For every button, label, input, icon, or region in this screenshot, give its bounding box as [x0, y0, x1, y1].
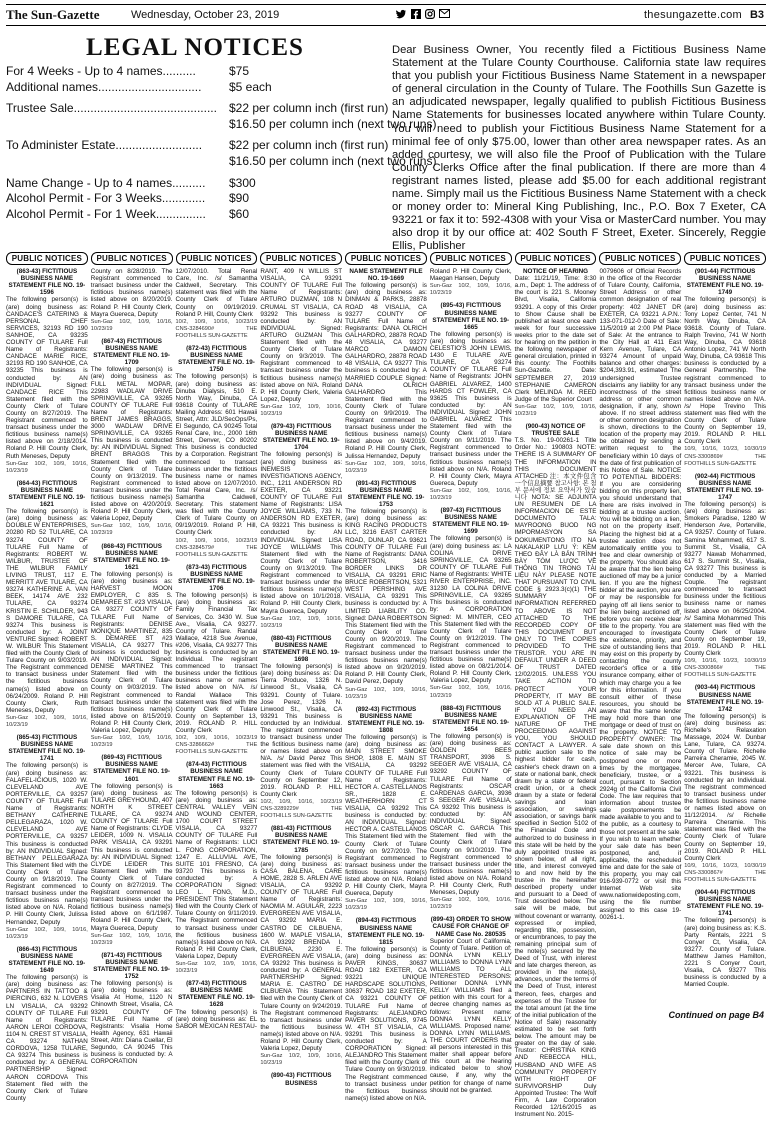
rate-label: Trustee Sale........................................... — [6, 101, 217, 116]
rate-label: Additional names............................... — [6, 79, 202, 94]
notice — [599, 268, 681, 921]
social-icons — [396, 9, 450, 22]
notice-footer: Sun-Gaz 10/2, 10/9, 10/16, 10/23/19 — [6, 714, 88, 728]
rate-label: For 4 Weeks - Up to 4 names.......... — [6, 64, 196, 78]
rate-label — [6, 117, 229, 133]
notice-body: The following person(s) is (are) doing business as: PAVER KINGS, 30637 ROAD 182 EXETER, CA 93221 UNIQUE HARDSCAPE SOLUTIONS, 30637 ROAD 182 EXETER, CA 93221 COUNTY OF TULARE Full Name of Registrants: ALEJANDRO PAVER SOLUTIONS, 9745 W. 4TH ST VISALIA, CA 93291 This business is conducted by: A CORPORATION Signed: ALEJANDRO This Statement filed with the County Clerk of Tulare County on 9/30/2019. The Registrant commenced to transact business under the fictitious business name(s) listed above on N/A. — [345, 945, 427, 1102]
notice-heading: (903-44) FICTITIOUS BUSINESS NAME STATEMENT FILE NO. 19-1742 — [686, 684, 764, 713]
notice-heading: (865-43) FICTITIOUS BUSINESS NAME STATEMENT FILE NO. 19-1741 — [8, 734, 86, 763]
notice-heading: (892-43) FICTITIOUS BUSINESS NAME STATEMENT FILE NO. 19-1808 — [347, 705, 425, 734]
notice — [430, 916, 512, 1093]
notice — [91, 754, 173, 947]
notice-footer: Sun-Gaz 10/2, 10/9, 10/16, 10/23/19 — [514, 403, 597, 417]
facebook-icon — [411, 9, 421, 22]
notice — [260, 1072, 342, 1086]
notice-heading: (891-43) FICTITIOUS BUSINESS NAME STATEMENT FILE NO. 19-1753 — [347, 479, 425, 509]
notice-footer: 10/2, 10/9, 10/16, 10/23/19 CNS-3284690# THE FOOTHILLS SUN-GAZETTE — [175, 318, 258, 339]
notice — [260, 268, 342, 418]
notice-column — [515, 252, 597, 1123]
notice-body: Superior Court of California, County of Tulare. Petition of: DONNA LYNN KELLY WILLIAMS to DONNA LYNN WILLIAMS TO ALL INTERESTED PERSONS: Petitioner DONNA LYNN KELLY WILLIAMS filed a petition with this court for a decree changing names as follows: Present name: DONNA LYNN KELLY WILLIAMS. Proposed name: DONNA LYNN WILLIAMS. THE COURT ORDERS that all persons interested in this matter shall appear before this court at the hearing indicated below to show cause, if any, why the petition for change of name should not be granted. — [429, 937, 512, 1094]
rate-list — [6, 64, 437, 222]
notice — [684, 889, 766, 988]
rate-value: $22 per column inch (first run) — [229, 101, 389, 116]
notice — [684, 268, 766, 468]
notice-heading: (863-43) FICTITIOUS BUSINESS NAME STATEMENT FILE NO. 19-1596 — [8, 268, 86, 297]
notice — [6, 268, 88, 475]
notice — [260, 825, 342, 1067]
section-title: LEGAL NOTICES — [86, 34, 304, 61]
notice-body: The following person(s) is (are) doing business as: LA COLINA DRIVE SPRINGVILLE, CA 93265 COUNTY OF TULARE Full Name of Registrants: WHITE RIVER ENTERPRISE, INC. 31230 LA COLINA DRIVE SPRINGVILLE, CA 93265 This business is conducted by: A CORPORATION Signed: M. MINTER, CEO This Statement filed with the County Clerk of Tulare County on 9/12/2019. The Registrant commenced to transact business under the fictitious business name(s) listed above on 08/21/2014. Roland P. Hill County Clerk, Valeria Lopez, Deputy — [429, 535, 512, 685]
notice-body: The following person(s) is (are) doing business as: CELESTIO'S JOHN LEWIS, 1430 E TULARE AVE TULARE, CA 93274 COUNTY OF TULARE Full Name of Registrants: JOHN GABRIEL ALVAREZ, 1400 HARDS CT FOWLER, CA 93625 This business is conducted by: AN INDIVIDUAL Signed: JOHN GABRIEL ALVAREZ This Statement filed with the County Clerk of Tulare County on 9/11/2019. The Registrant commenced to transact business under the fictitious business name(s) listed above on N/A. Roland P. Hill County Clerk, Mayra Guereca, Deputy — [429, 330, 512, 487]
notice — [176, 345, 258, 559]
notice-heading: (872-43) FICTITIOUS BUSINESS NAME STATEMENT FILE NO. 19-1750 — [178, 345, 255, 374]
notice-footer: Sun-Gaz 10/2, 10/9, 10/16, 10/23/19 — [345, 460, 427, 474]
legal-notice-rates — [6, 34, 437, 222]
notice — [176, 268, 258, 340]
notice-column — [430, 252, 512, 1123]
notice-footer: Sun-Gaz 10/2, 10/9, 10/16, 10/23/19 — [429, 685, 512, 699]
notice-body: The following person(s) is (are) doing business as: CANDACE'S CATERING & PERSONAL CHEF SERVICES, 32193 RD 190 SANHOE, CA 93235 COUNTY OF TULARE Full Name of Registrants: CANDACE MARIE RICE, 32193 RD 190 SANHOE, CA 93235 This business is conducted by: AN INDIVIDUAL Signed: CANDACE RICE This Statement filed with the County Clerk of Tulare County on 8/27/2019. The Registrant commenced to transact business under the fictitious business name(s) listed above on 2/18/2014. Roland P. Hill County Clerk, Ruth Meneses, Deputy — [6, 296, 88, 460]
notice — [684, 684, 766, 884]
rate-row — [6, 191, 384, 207]
notice-heading: (869-43) FICTITIOUS BUSINESS NAME STATEMENT FILE NO. 19-1601 — [93, 754, 171, 783]
notice — [260, 635, 342, 820]
notice — [176, 980, 258, 1030]
notice-footer: Sun-Gaz 10/2, 10/9, 10/16, 10/23/19 — [345, 686, 427, 700]
notice-heading: (902-44) FICTITIOUS BUSINESS NAME STATEMENT FILE NO. 19-1747 — [686, 472, 764, 501]
notice-body: The following person(s) is (are) doing business as: EL SABOR MEXICAN RESTAU- — [175, 1008, 258, 1030]
notice-heading: (864-43) FICTITIOUS BUSINESS NAME STATEMENT FILE NO. 19-1621 — [8, 479, 86, 509]
notice-body: The following person(s) is (are) doing business as: Tony Lopez Center, 741 N North Way, Dinuba, CA 93618. County of Tulare. Ralph Trevino, 741 W North Way, Dinuba, CA 93618 Antonio Lopez, 741 W North Way, Dinuba, CA 93618 This business is conducted by a General Partnership. The registrant commenced to transact business under the fictitious business name or names listed above on N/A. /s/ Hope Trevino This statement was filed with the County Clerk of Tulare County on September 19, 2019. ROLAND P. HILL County Clerk — [684, 296, 766, 446]
notice-column — [260, 252, 342, 1123]
rate-label: To Administer Estate.......................... — [6, 138, 203, 153]
notice-body: Date: 11/21/19, Time: 8:30 a.m., Dept: 1. The address of the court is 221 S. Mooney Blvd, Visalia, California 93291. A copy of this Order to Show Cause shall be published at least once each week for four successive weeks prior to the date set for hearing on the petition in the following newspaper of general circulation, printed in this county: The Foothills Sun-Gazette. Date: SEPTEMBER 27, 2019 STEPHANIE CAMERON Clerk MELINDA M. REED Judge of the Superior Court — [514, 275, 597, 403]
notice-body: The following person(s) is (are) doing business as: KING RACING PRODUCTS LLC, 3216 EAST CARTER ROAD, DUNLAP, CA 93621 COUNTY OF TULARE Full Name of Registrants: DANA ROBERTSON, 3416 BORDER LINKS DR VISALIA, CA 93291 ERIC BRUCE ROBERTSON, 5321 WEST PERSHING AVE VISALIA, CA 93291 This business is conducted by: A LIMITED LIABILITY CO. Signed: DANA ROBERTSON This Statement filed with the County Clerk of Tulare County on 9/20/2019. The Registrant commenced to transact business under the fictitious business name(s) listed above on 9/20/2019. Roland P. Hill County Clerk, David Perez, Deputy — [345, 508, 427, 686]
notice-footer: Sun-Gaz 10/2, 10/9, 10/16, 10/23/19 — [90, 318, 173, 332]
notice-heading: (900-43) NOTICE OF TRUSTEE SALE — [525, 423, 586, 438]
notice-body: County on 8/28/2019. The Registrant commenced to transact business under the fictitious business name(s) listed above on 8/20/2019. Roland P. Hill County Clerk, Mayra Guereca, Deputy — [90, 268, 173, 318]
notice-heading: NAME STATEMENT FILE NO. 19-1669 — [349, 268, 423, 283]
public-notices-header: PUBLIC NOTICES — [599, 252, 681, 265]
notice-heading: (899-43) ORDER TO SHOW CAUSE FOR CHANGE OF NAME Case No. 280535 — [430, 916, 511, 938]
notice-footer: Sun-Gaz 10/2, 10/9, 10/16, 10/23/19 — [260, 403, 343, 417]
rate-label: Name Change - Up to 4 names.......... — [6, 175, 206, 190]
notice-footer: Sun-Gaz 10/2, 10/9, 10/16, 10/23/19 — [429, 283, 512, 297]
notice — [91, 952, 173, 1066]
notice-body: The following person(s) is (are) doing business as: FULL METAL MOPAR, 22983 WADLAW DRIVE SPRINGVILLE, CA 93265 COUNTY OF TULARE Full Name of Registrants: BRENT JAMES BRAGGS, 3000 WADLAW DRIVE SPRINGVILLE, CA 93265 This business is conducted by: AN INDIVIDUAL Signed: BRENT BRAGGS This Statement filed with the County Clerk of Tulare County on 9/13/2019. The Registrant commenced to transact business under the fictitious business name(s) listed above on 4/20/2019. Roland P. Hill County Clerk, Valeria Lopez, Deputy — [90, 366, 173, 523]
rate-value: $75 — [229, 64, 250, 78]
notice-heading: (874-43) FICTITIOUS BUSINESS NAME STATEMENT FILE NO. 19-1663 — [178, 761, 255, 790]
notice-footer: Sun-Gaz 10/2, 10/9, 10/16, 10/23/19 — [90, 735, 173, 749]
notice — [91, 543, 173, 750]
public-notices-header: PUBLIC NOTICES — [6, 252, 88, 265]
public-notices-header: PUBLIC NOTICES — [176, 252, 258, 265]
notice — [430, 705, 512, 912]
notice — [345, 706, 427, 913]
notice-heading: (866-43) FICTITIOUS BUSINESS NAME STATEMENT FILE NO. 19-1649 — [8, 945, 86, 975]
notice-footer: 10/2, 10/9, 10/16, 10/23/19 CNS-3289229# THE FOOTHILLS SUN-GAZETTE — [260, 798, 343, 820]
public-notices-header: PUBLIC NOTICES — [260, 252, 342, 265]
notice-footer: Sun-Gaz 10/2, 10/9, 10/16, 10/23/19 — [429, 487, 512, 501]
notice-heading: (877-43) FICTITIOUS BUSINESS NAME STATEMENT FILE NO. 19-1628 — [178, 980, 255, 1009]
notice-body: The following person(s) is (are) doing business as: Richelle's Relaxation Massage, 2024 W. Dunbar Lane, Tulare, CA 93274. County of Tulare. Richelle Parreira Cheramie, 2045 W. Mercer Ave, Tulare, CA 93221. This business is conducted by an Individual. The registrant commenced to transact business under the fictitious business name or names listed above on 11/12/2014. /s/ Richelle Parreira Cheramie. This statement was filed with the County Clerk of Tulare County on September 19, 2019. ROLAND P. HILL County Clerk — [684, 712, 766, 862]
notice-body: RANT, 409 N WILLIS ST VISALIA, CA 93291 COUNTY OF TULARE Full Name of Registrants: ARTURO DUZMAN, 108 N CRUMAL ST VISALIA, CA 93292 This business is conducted by: AN INDIVIDUAL Signed: ARTURO GUZMAN This Statement filed with the County Clerk of Tulare County on 9/3/2019. The Registrant commenced to transact business under the fictitious business name(s) listed above on N/A. Roland P. Hill County Clerk, Valeria Lopez, Deputy — [260, 268, 343, 403]
rate-row — [6, 138, 389, 154]
notice — [345, 268, 427, 475]
rate-row — [6, 116, 437, 133]
page-number: B3 — [749, 9, 764, 21]
notice-heading: (904-44) FICTITIOUS BUSINESS NAME STATEMENT FILE NO. 19-1741 — [686, 889, 764, 918]
rate-row — [6, 207, 384, 223]
notice-body: Roland P. Hill County Clerk, Maegan Hansen, Deputy — [429, 268, 512, 283]
notice-body: The following person(s) is (are) doing business as: Family Financial Tax Services, Co. 3430 W. Sue Ave., Visalia, CA 93277. County of Tulare. Randal Wallace, 4218 Sue Avenue, #206, Visalia, CA 93277 This business is conducted by an Individual. The registrant commenced to transact business under the fictitious business name or names listed above on N/A. /s/ Randal Wallace This statement was filed with the County Clerk of Tulare County on September 13, 2019. ROLAND P. HILL County Clerk — [175, 592, 258, 734]
rate-label: Alcohol Permit - For 1 Week............... — [6, 206, 206, 221]
notice-body: The following person(s) is (are) doing business as: DOUBLE W ENTERPRISES, 20280 RD 52 TULARE, CA 93274 COUNTY OF TULARE Full Name of Registrants: ROBERT W. WILBUR, TRUSTEE OF THE WILBUR FAMILY LIVING TRUST, 117 E. MERRITT AVE TULARE, CA 93274 KATHERINE A. VAN BEEK, 14174 AVE 232 TULARE, CA 93274 KRISTIN E. SCHILDER, 943 S DAMORE TULARE, CA 93274 This business is conducted by: A JOINT VENTURE Signed: ROBERT W. WILBUR This Statement filed with the County Clerk of Tulare County on 9/03/2019. The Registrant commenced to transact business under the fictitious business name(s) listed above on 06/24/2009. Roland P. Hill County Clerk, Ruth Meneses, Deputy — [6, 508, 88, 714]
notice — [345, 480, 427, 701]
notice-column — [345, 252, 427, 1123]
public-notices-header: PUBLIC NOTICES — [91, 252, 173, 265]
notice-heading: (897-43) FICTITIOUS BUSINESS NAME STATEMENT FILE NO. 19-1699 — [432, 507, 510, 536]
notice-heading: (901-44) FICTITIOUS BUSINESS NAME STATEMENT FILE NO. 19-1749 — [686, 268, 764, 297]
newspaper-name: The Sun-Gazette — [6, 7, 100, 22]
notice-heading: (895-43) FICTITIOUS BUSINESS NAME STATEMENT FILE NO. 19-1665 — [432, 302, 510, 331]
continued-note: Continued on page B4 — [668, 1010, 764, 1020]
notice-body: The following person(s) is (are) doing business as: TULARE GREYHOUND, 407 NORTH K STREET TULARE, CA 93274 COUNTY OF TULARE Full Name of Registrants: CLYDE LEIDER, 1009 N. VISALIA PARK VISALIA, CA 93291 This business is conducted by: AN INDIVIDUAL Signed: CLYDE LEIDER This Statement filed with the County Clerk of Tulare County on 8/27/2019. The Registrant commenced to transact business under the fictitious business name(s) listed above on 6/1/1987. Roland P. Hill County Clerk, Mayra Guereca, Deputy — [90, 782, 173, 932]
notice-body: The following person(s) is (are) doing business as: FALAFEL-ICIOUS, 1020 W. CLEVELAND AVE PORTERVILLE, CA 93257 COUNTY OF TULARE Full Name of Registrants: BETHANY CATHERINE PELLEGARAZA, 1020 W. CLEVELAND AVE PORTERVILLE, CA 93257 This business is conducted by: AN INDIVIDUAL Signed: BETHANY PELLEGARAZA This Statement filed with the County Clerk of Tulare County on 9/18/2019. The Registrant commenced to transact business under the fictitious business name(s) listed above on N/A. Roland P. Hill County Clerk, Julissa Hernandez, Deputy — [6, 762, 88, 926]
notice-footer: 10/9, 10/16, 10/23, 10/30/19 CNS-3300867# THE FOOTHILLS SUN-GAZETTE — [684, 862, 766, 883]
rate-row — [6, 101, 389, 117]
instagram-icon — [425, 9, 435, 22]
notice-heading: (873-43) FICTITIOUS BUSINESS NAME STATEMENT FILE NO. 19-1706 — [178, 563, 255, 593]
rate-label: Alcohol Permit - For 3 Weeks............. — [6, 191, 206, 206]
notice — [91, 268, 173, 333]
notice-footer: Sun-Gaz 10/2, 10/9, 10/16, 10/23/19 — [90, 932, 173, 946]
notice — [260, 423, 342, 630]
notice-heading: (881-43) FICTITIOUS BUSINESS NAME STATEMENT FILE NO. 19-1785 — [262, 825, 340, 854]
public-notices-header: PUBLIC NOTICES — [515, 252, 597, 265]
notice — [345, 917, 427, 1101]
notice-column — [599, 252, 681, 1123]
notice-body: The following person(s) is (are) doing business as: INEMESIS INVESTIGATIONS AGENCY, INC., 1211 ANDERSON RD EXETER, CA 93221 COUNTY OF TULARE Full Name of Registrants: LISA JOYCE WILLIAMS, 733 N. ANDERSON RD EXETER, CA 93221 This business is conducted by: AN INDIVIDUAL Signed: LISA JOYCE WILLIAMS This Statement filed with the County Clerk of Tulare County on 9/13/2019. The Registrant commenced to transact business under the fictitious business name(s) listed above on 10/1/2018. Roland P. Hill County Clerk, Mayra Guereca, Deputy — [260, 451, 343, 615]
masthead — [6, 4, 766, 26]
notice-body: T.S. No. 19-00261-1 Title Order No.: 190803 NOTE: THERE IS A SUMMARY OF THE INFORMATION IN THIS DOCUMENT ATTACHED 注：本文件包含一个信息摘要 참고사항: 본 첨부 문서에 정보 요약서가 있습니다 NOTA: SE ADJUNTA UN RESUMEN DE LA INFORMACION DE ESTE DOCUMENTO TALA: MAYROONG BUOD NG IMPORMASYON SA DOKUMENTONG ITO NA NAKALAKIP LƯU Ý: KÈM THEO ĐÂY LÀ BẢN TRÌNH BÀY TÓM LƯỢC VỀ THÔNG TIN TRONG TÀI LIỆU NÀY PLEASE NOTE THAT PURSUANT TO CIVIL CODE § 2923.3(c)(1) THE SUMMARY OF INFORMATION REFERRED TO ABOVE IS NOT ATTACHED TO THE RECORDED COPY OF THIS DOCUMENT BUT ONLY TO THE COPIES PROVIDED TO THE TRUSTOR. YOU ARE IN DEFAULT UNDER A DEED OF TRUST DATED 12/02/2015. UNLESS YOU TAKE ACTION TO PROTECT YOUR PROPERTY, IT MAY BE SOLD AT A PUBLIC SALE. IF YOU NEED AN EXPLANATION OF THE NATURE OF THE PROCEEDING AGAINST YOU, YOU SHOULD CONTACT A LAWYER. A public auction sale to the highest bidder for cash, cashier's check drawn on a state or national bank, check drawn by a state or federal credit union, or a check drawn by a state or federal savings and loan association, or savings association, or savings bank specified in Section 5102 of the Financial Code and authorized to do business in this state will be held by the duly appointed trustee as shown below, of all right, title, and interest conveyed to and now held by the trustee in the hereinafter described property under and pursuant to a Deed of Trust described below. The sale will be made, but without covenant or warranty, expressed or implied, regarding title, possession, or encumbrances, to pay the remaining principal sum of the note(s) secured by the Deed of Trust, with interest and late charges thereon, as provided in the note(s), advances, under the terms of the Deed of Trust, interest thereon, fees, charges and expenses of the Trustee for the total amount (at the time of the initial publication of the Notice of Sale) reasonably estimated to be set forth below. The amount may be greater on the day of sale. Trustor: CHRISTINA KING AND REBECCA HILL, HUSBAND AND WIFE AS COMMUNITY PROPERTY WITH RIGHT OF SURVIVORSHIP Duly Appointed Trustee: The Wolf Firm, A Law Corporation Recorded 12/16/2015 as Instrument No. 2015- — [514, 437, 597, 1119]
notice-body: The following person(s) is (are) doing business as: Visalia At Home, 1120 N Chinowth Street, Visalia, CA 93291 COUNTY OF TULARE Full Name of Registrants: Visalia Home Health Agency, 631 Hawaii Street, Attn: Diana Cuellar, El Segundo, CA 90245 This business is conducted by: A CORPORATION — [90, 980, 173, 1066]
notice-body: The following person(s) is (are) doing business as: Da Tierra Produce, 1326 N. Linwood St., Visalia, CA 93291. County of Tulare. Jose Perez, 1326 N. Linwood St., Visalia, CA 93291 This business is conducted by an Individual. The registrant commenced to transact business under the fictitious business name or names listed above on N/A. /s/ David Perez This statement was filed with the County Clerk of Tulare County on September 12, 2019. ROLAND P. HILL County Clerk — [260, 663, 343, 798]
notice-footer: Sun-Gaz 10/2, 10/9, 10/16, 10/23/19 — [90, 523, 173, 537]
notice-body: The following person(s) is (are) doing business as: Smokers Paradise, 1280 W Henderson Ave, Porterville, CA 93257. County of Tulare. Samina Mohammed, 617 S. Summit St., Visalia, CA 93277 Nawab Mohammed, 617 S. Summit St., Visalia, CA 93277 This business is conducted by a Married Couple. The registrant commenced to transact business under the fictitious business name or names listed above on 06/25/2004. /s/ Samina Mohammed This statement was filed with the County Clerk of Tulare County on September 19, 2019. ROLAND P. HILL County Clerk — [684, 501, 766, 658]
notice-heading: (867-43) FICTITIOUS BUSINESS NAME STATEMENT FILE NO. 19-1709 — [93, 337, 171, 367]
notice — [6, 734, 88, 941]
notice — [430, 507, 512, 700]
public-notices-header: PUBLIC NOTICES — [684, 252, 766, 265]
public-notices-header: PUBLIC NOTICES — [345, 252, 427, 265]
notice-heading: NOTICE OF HEARING — [523, 268, 589, 276]
notice-footer: Sun-Gaz 10/2, 10/9, 10/16, 10/23/19 — [6, 460, 88, 474]
public-notices-header: PUBLIC NOTICES — [430, 252, 512, 265]
notice-heading: (871-43) FICTITIOUS BUSINESS NAME STATEMENT FILE NO. 19-1752 — [93, 951, 171, 981]
notice-body: 12/07/2010. Total Renal Care, Inc. /s/ Samantha Caldwell, Secretary. This statement was filed with the County Clerk of Tulare County on 09/19/2019. Roland P. Hill, County Clerk — [175, 268, 258, 318]
notice — [91, 338, 173, 538]
notice-body: 0079606 of Official Records in the office of the Recorder of Tulare County, California, Street Address or other common designation of real property: 402 JANET DR EXETER, CA 93221 A.P.N.: 133-071-012-0 Date of Sale: 11/5/2019 at 2:00 PM Place of Sale: At the entrance to the City Hall at 411 East Kern Avenue, Tulare, CA 93274 Amount of unpaid balance and other charges: $204,393.91, estimated The undersigned Trustee disclaims any liability for any incorrectness of the street address or other common designation, if any, shown above. If no street address or other common designation is shown, directions to the location of the property may be obtained by sending a written request to the beneficiary within 10 days of the date of first publication of this Notice of Sale. NOTICE TO POTENTIAL BIDDERS: If you are considering bidding on this property lien, you should understand that there are risks involved in bidding at a trustee auction. You will be bidding on a lien, not on the property itself. Placing the highest bid at a trustee auction does not automatically entitle you to free and clear ownership of the property. You should also be aware that the lien being auctioned off may be a junior lien. If you are the highest bidder at the auction, you are or may be responsible for paying off all liens senior to the lien being auctioned off, before you can receive clear title to the property. You are encouraged to investigate the existence, priority, and size of outstanding liens that may exist on this property by contacting the county recorder's office or a title insurance company, either of which may charge you a fee for this information. If you consult either of these resources, you should be aware that the same lender may hold more than one mortgage or deed of trust on the property. NOTICE TO PROPERTY OWNER: The sale date shown on this notice of sale may be postponed one or more times by the mortgagee, beneficiary, trustee, or a court, pursuant to Section 2924g of the California Civil Code. The law requires that information about trustee sale postponements be made available to you and to the public, as a courtesy to those not present at the sale. If you wish to learn whether your sale date has been postponed, and, if applicable, the rescheduled time and date for the sale of this property, you may call 916-939-0772 or visit this Internet Web site www.nationwideposting.com, using the file number assigned to this case 19-00261-1. — [599, 268, 682, 921]
notice — [176, 761, 258, 975]
rate-value: $16.50 per column inch (next two runs) — [229, 153, 437, 168]
notice-column — [684, 252, 766, 1123]
notice — [6, 946, 88, 1102]
rate-value: $60 — [229, 206, 250, 221]
notice-footer: Sun-Gaz 10/2, 10/9, 10/16, 10/23/19 — [6, 926, 88, 940]
notice-column — [6, 252, 88, 1123]
notice-body: The following person(s) is (are) doing business as: CASA BALENA, CARE HOME, 2828 S. ARLEN AVE VISALIA, CA 93292 COUNTY OF TULARE Full Name of Registrants: NAOMIA M. AGUILAR, 2223 EVERGREEN AVE VISALIA, CA 93292 MARIA E. CASTRO DE CILBUENA, 1600 W. MAPLE VISALIA, CA 93292 BRENDA I. CILBUENA, 2230 E. EVERGREEN AVE VISALIA, CA 93292 This business is conducted by: A GENERAL PARTNERSHIP Signed: MARIA E. CASTRO DE CILBUENA This Statement filed with the County Clerk of Tulare County on 9/24/2019. The Registrant commenced to transact business under the fictitious business name(s) listed above on N/A. Roland P. Hill County Clerk, Valeria Lopez, Deputy — [260, 853, 343, 1053]
notice — [430, 302, 512, 502]
rate-value: $5 each — [229, 79, 272, 94]
notice-heading: (868-43) FICTITIOUS BUSINESS NAME STATEMENT FILE NO. 19-1621 — [93, 542, 171, 571]
notice-footer: Sun-Gaz 10/2, 10/9, 10/16, 10/23/19 — [260, 615, 343, 629]
rate-value: $16.50 per column inch (next two runs) — [229, 116, 437, 131]
notice-footer: 10/2, 10/9, 10/16, 10/23/19 CNS-3286662# THE FOOTHILLS SUN-GAZETTE — [175, 735, 258, 756]
notice-body: The following person(s) is (are) doing business as: GOLDEN BEES TRANSPORT, 3936 S. SEEGER AVE VISALIA, CA 93292 COUNTY OF TULARE Full Name of Registrants: OSCAR CARDENAS GARCIA, 3936 S SEEGER AVE VISALIA, CA 93292 This business is conducted by: AN INDIVIDUAL Signed: OSCAR C. GARCIA This Statement filed with the County Clerk of Tulare County on 9/10/2019. The Registrant commenced to transact business under the fictitious business name(s) listed above on N/A. Roland P. Hill County Clerk, Ruth Meneses, Deputy — [429, 733, 512, 897]
email-icon — [439, 9, 450, 21]
notice-footer: 10/2, 10/9, 10/16, 10/23/19 CNS-3284579# THE FOOTHILLS SUN-GAZETTE — [175, 537, 258, 558]
rate-row — [6, 176, 384, 192]
notice-heading: (888-43) FICTITIOUS BUSINESS NAME STATEMENT FILE NO. 19-1654 — [432, 704, 510, 733]
rate-value: $300 — [229, 175, 256, 190]
notice — [515, 268, 597, 418]
notice-body: The following person(s) is (are) doing business as: DINMAN & PARKS, 28878 ROAD 48 VISALIA, CA 93277 COUNTY OF TULARE Full Name of Registrants: DANA OLRICH GALHARDRO, 28878 ROAD 48 VISALIA, CA 93277 MARCO DAMON GALHARDRO, 28878 ROAD 48 VISALIA, CA 93277 This business is conducted by: A MARRIED COUPLE Signed: DANA OLRICH GALHARDRO This Statement filed with the County Clerk of Tulare County on 9/9/2019. The Registrant commenced to transact business under the fictitious business name(s) listed above on 9/4/2019. Roland P. Hill County Clerk, Julissa Hernandez, Deputy — [345, 282, 427, 460]
notice-body: The following person(s) is (are) doing business as: K.S. Party Rentals, 2221 S Conyer Ct, Visalia, CA 93277. County of Tulare. Matthew James Hamilton, 2221 S Conyer Court, Visalia, CA 93277 This business is conducted by a Married Couple. — [684, 917, 766, 989]
notice-body: The following person(s) is (are) doing business as: HARVEST MOON EMPLOYER, C 835 S. DEMAREE ST. #23 VISALIA, CA 93277 COUNTY OF TULARE Full Name of Registrants: DENISE MONIQUE MARTINEZ, 835 S. DEMAREE ST #23 VISALIA, CA 93277 This business is conducted by: AN INDIVIDUAL Signed: DENISE MARTINEZ This Statement filed with the County Clerk of Tulare County on 9/03/2019. The Registrant commenced to transact business under the fictitious business name(s) listed above on 8/15/2019. Roland P. Hill County Clerk, Valeria Lopez, Deputy — [90, 570, 173, 734]
rate-row — [6, 64, 384, 80]
rate-value: $90 — [229, 191, 250, 206]
website-url: thesungazette.com — [643, 9, 742, 21]
notice — [515, 423, 597, 1118]
rate-value: $22 per column inch (first run) — [229, 138, 389, 153]
notice-body: The following person(s) is (are) doing business as: MAIN STREET SMOKE SHOP, 1808 E. MAIN ST VISALIA, CA 93292 COUNTY OF TULARE Full Name of Registrants: HECTOR A. CASTELLANOS SR., 1828 E. WEATHERHORN CT VISALIA, CA 93292 This business is conducted by: AN INDIVIDUAL Signed: HECTOR A. CASTELLANOS This Statement filed with the County Clerk of Tulare County on 9/27/2019. The Registrant commenced to transact business under the fictitious business name(s) listed above on N/A. Roland P. Hill County Clerk, Mayra Guereca, Deputy — [345, 734, 427, 898]
notice-heading: (894-43) FICTITIOUS BUSINESS NAME STATEMENT FILE NO. 19-1815 — [347, 917, 425, 946]
notice-column — [176, 252, 258, 1123]
notice-column — [91, 252, 173, 1123]
twitter-icon — [396, 9, 407, 22]
notice-footer: 10/9, 10/16, 10/23, 10/30/19 CNS-3300866# THE FOOTHILLS SUN-GAZETTE — [684, 658, 766, 679]
notice — [430, 268, 512, 297]
notice-footer: Sun-Gaz 10/2, 10/9, 10/16, 10/23/19 — [345, 898, 427, 912]
notice-footer: Sun-Gaz 10/2, 10/9, 10/16, 10/23/19 — [175, 961, 258, 975]
notice-heading: (880-43) FICTITIOUS BUSINESS NAME STATEMENT FILE NO. 19-1698 — [262, 634, 340, 664]
notice-heading: (890-43) FICTITIOUS BUSINESS — [270, 1072, 332, 1087]
notice — [176, 564, 258, 757]
notice — [684, 473, 766, 680]
notice-footer: Sun-Gaz 10/2, 10/9, 10/16, 10/23/19 — [429, 897, 512, 911]
notice-body: The following person(s) is (are) doing business as: Dinuba Dialysis, 510 E. North Way, Dinuba, CA 93618 County of TULARE Mailing Address: 601 Hawaii Street, Attn: JLD/SecOps/Ps, El Segundo, CA 90245 Total Renal Care, Inc., 2000 16th Street, Denver, CO 80202 This business is conducted by a Corporation. Registrant commenced to transact business under the fictitious business name or names listed above on 12/07/2010. Total Renal Care, Inc. /s/ Samantha Caldwell, Secretary. This statement was filed with the County Clerk of Tulare County on 09/19/2019. Roland P. Hill, County Clerk — [175, 373, 258, 537]
rate-row — [6, 153, 437, 170]
notice — [6, 480, 88, 729]
business-owner-letter: Dear Business Owner, You recently filed a Fictitious Business Name Statement at the Tulare County Courthouse. California state law requires that you publish your Fictitious Business Name Statement in a newspaper of general circulation in the County of Tulare. The Foothills Sun Gazette is an adjudicated newspaper, legally qualified to publish Fictitious Business Name Statements for businesses located anywhere within Tulare County. You will need to publish your Fictitious Business Name Statement for a minimal fee of only $75.00, lower than other area newspaper rates. As an added courtesy, we will also file the Proof of Publication with the Tulare County Clerks Office after the final publication. If there are more than 4 registrant names listed, please add $5.00 for each additional registrant name. Simply mail us the Fictitious Business Name Statement with a check or money order to: Mineral King Publishing, Inc., P.O. Box 7 Exeter, CA 93221 or fax it to: 592-4308 with your Visa or MasterCard number. You may also drop it by our office at: 402 South F Street, Exeter. Sincerely, Reggie Ellis, Publisher — [392, 44, 766, 253]
rate-row — [6, 80, 384, 96]
notice-body: The following person(s) is (are) doing business as: CENTRAL VALLEY VEIN AND WOUND CENTER, 1700 COURT STREET VISALIA, CA 93277 COUNTY OF TULARE Full Name of Registrants: LUCI L. FONG CORPORATION, 1247 E. ALLUVIAL AVE, SUITE 101 FRESNO, CA 93720 This business is conducted by: A CORPORATION Signed: LEO L. FONG, M.D., PRESIDENT This Statement filed with the County Clerk of Tulare County on 9/11/2019. The Registrant commenced to transact business under the fictitious business name(s) listed above on N/A. Roland P. Hill County Clerk, Valeria Lopez, Deputy — [175, 789, 258, 960]
notice-heading: (879-43) FICTITIOUS BUSINESS NAME STATEMENT FILE NO. 19-1704 — [262, 423, 340, 452]
notice-footer: 10/9, 10/16, 10/23, 10/30/19 CNS-3300869# THE FOOTHILLS SUN-GAZETTE — [684, 446, 766, 467]
notice-footer: Sun-Gaz 10/2, 10/9, 10/16, 10/23/19 — [260, 1053, 343, 1067]
notice-columns — [6, 252, 766, 1119]
notice-body: The following person(s) is (are) doing business as: PARTNERS IN TATTOO & PIERCING, 632 N. LOVERS LN VISALIA, CA 93292 COUNTY OF TULARE Full Name of Registrants: AARON LEROI CORDOVA, 1104 N. CREST ST VISALIA, CA 93274 NATHAN CORDOVA, 1258 TULARE, CA 93274 This business is conducted by: A GENERAL PARTNERSHIP Signed: AARON CORDOVA This Statement filed with the County Clerk of Tulare County — [6, 974, 88, 1102]
rate-label — [6, 154, 229, 170]
issue-date: Wednesday, October 23, 2019 — [131, 9, 280, 21]
